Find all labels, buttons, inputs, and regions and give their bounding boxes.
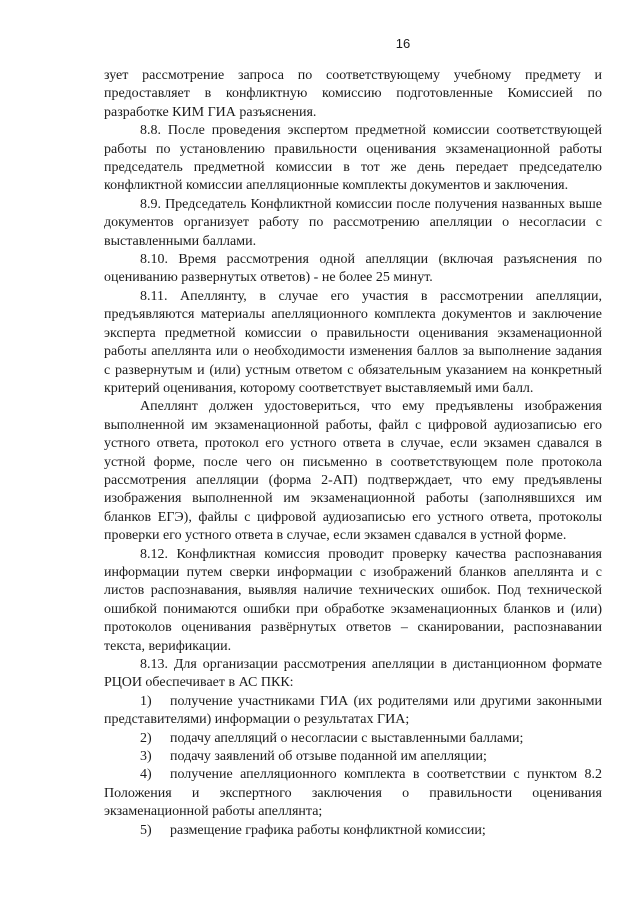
- page-number: 16: [395, 36, 411, 51]
- list-item-number: 4): [140, 767, 152, 783]
- paragraph-8-13: 8.13. Для организации рассмотрения апелляции в дистанционном формате РЦОИ обеспечивает в АС ПКК:: [104, 657, 602, 691]
- paragraph-8-10: 8.10. Время рассмотрения одной апелляции (включая разъяснения по оцениванию развернутых ответов) - не более 25 минут.: [104, 252, 602, 286]
- list-item-2: [104, 730, 602, 748]
- list-item-3: [104, 748, 602, 766]
- list-item-1: [104, 693, 602, 730]
- list-item-text: получение участниками ГИА (их родителями или другими законными представителями) информации о результатах ГИА;: [104, 693, 602, 728]
- list-item-text: размещение графика работы конфликтной комиссии;: [170, 822, 486, 838]
- paragraph-appellant: Апеллянт должен удостовериться, что ему предъявлены изображения выполненной им экзаменационной работы, файл с цифровой аудиозаписью его устного ответа, протокол его устного ответа в случае, если экзамен сдавался в устной форме, после чего он письменно в соответствующем поле протокола рассмотрения апелляции (форма 2-АП) подтверждает, что ему предъявлены изображения выполненной им экзаменационной работы (заполнявшихся им бланков ЕГЭ), файлы с цифровой аудиозаписью его устного ответа, протоколы проверки его устного ответа в случае, если экзамен сдавался в устной форме.: [104, 399, 602, 544]
- list-item-text: подачу заявлений об отзыве поданной им апелляции;: [170, 749, 487, 765]
- list-item-number: 5): [140, 822, 152, 838]
- list-item-number: 2): [140, 730, 152, 746]
- paragraph-8-8: 8.8. После проведения экспертом предметной комиссии соответствующей работы по установлению правильности оценивания экзаменационной работы председатель предметной комиссии в тот же день передает председателю конфликтной комиссии апелляционные комплекты документов и заключения.: [104, 123, 602, 194]
- list-item-4: [104, 766, 602, 821]
- list-item-number: 3): [140, 749, 152, 765]
- paragraph-8-11: 8.11. Апеллянту, в случае его участия в рассмотрении апелляции, предъявляются материалы апелляционного комплекта документов и заключение эксперта предметной комиссии о правильности оценивания экзаменационной работы апеллянта или о необходимости изменения баллов за выполнение задания с развернутым и (или) устным ответом с обязательным указанием на конкретный критерий оценивания, которому соответствует выставляемый ими балл.: [104, 288, 602, 396]
- list-item-text: получение апелляционного комплекта в соответствии с пунктом 8.2 Положения и экспертного заключения о правильности оценивания экзаменационной работы апеллянта;: [104, 767, 602, 820]
- list-item-number: 1): [140, 693, 152, 709]
- paragraph-8-9: 8.9. Председатель Конфликтной комиссии после получения названных выше документов организует работу по рассмотрению апелляции о несогласии с выставленными баллами.: [104, 196, 602, 249]
- list-item-text: подачу апелляций о несогласии с выставленными баллами;: [170, 730, 524, 746]
- list-item-5: [104, 822, 602, 840]
- paragraph-continuation: зует рассмотрение запроса по соответствующему учебному предмету и предоставляет в конфликтную комиссию подготовленные Комиссией по разработке КИМ ГИА разъяснения.: [104, 68, 602, 120]
- paragraph-8-12: 8.12. Конфликтная комиссия проводит проверку качества распознавания информации путем сверки информации с изображений бланков апеллянта и с листов распознавания, выявляя наличие технических ошибок. Под технической ошибкой понимаются ошибки при обработке экзаменационных бланков и (или) протоколов оценивания развёрнутых ответов – сканировании, распознавании текста, верификации.: [104, 546, 602, 654]
